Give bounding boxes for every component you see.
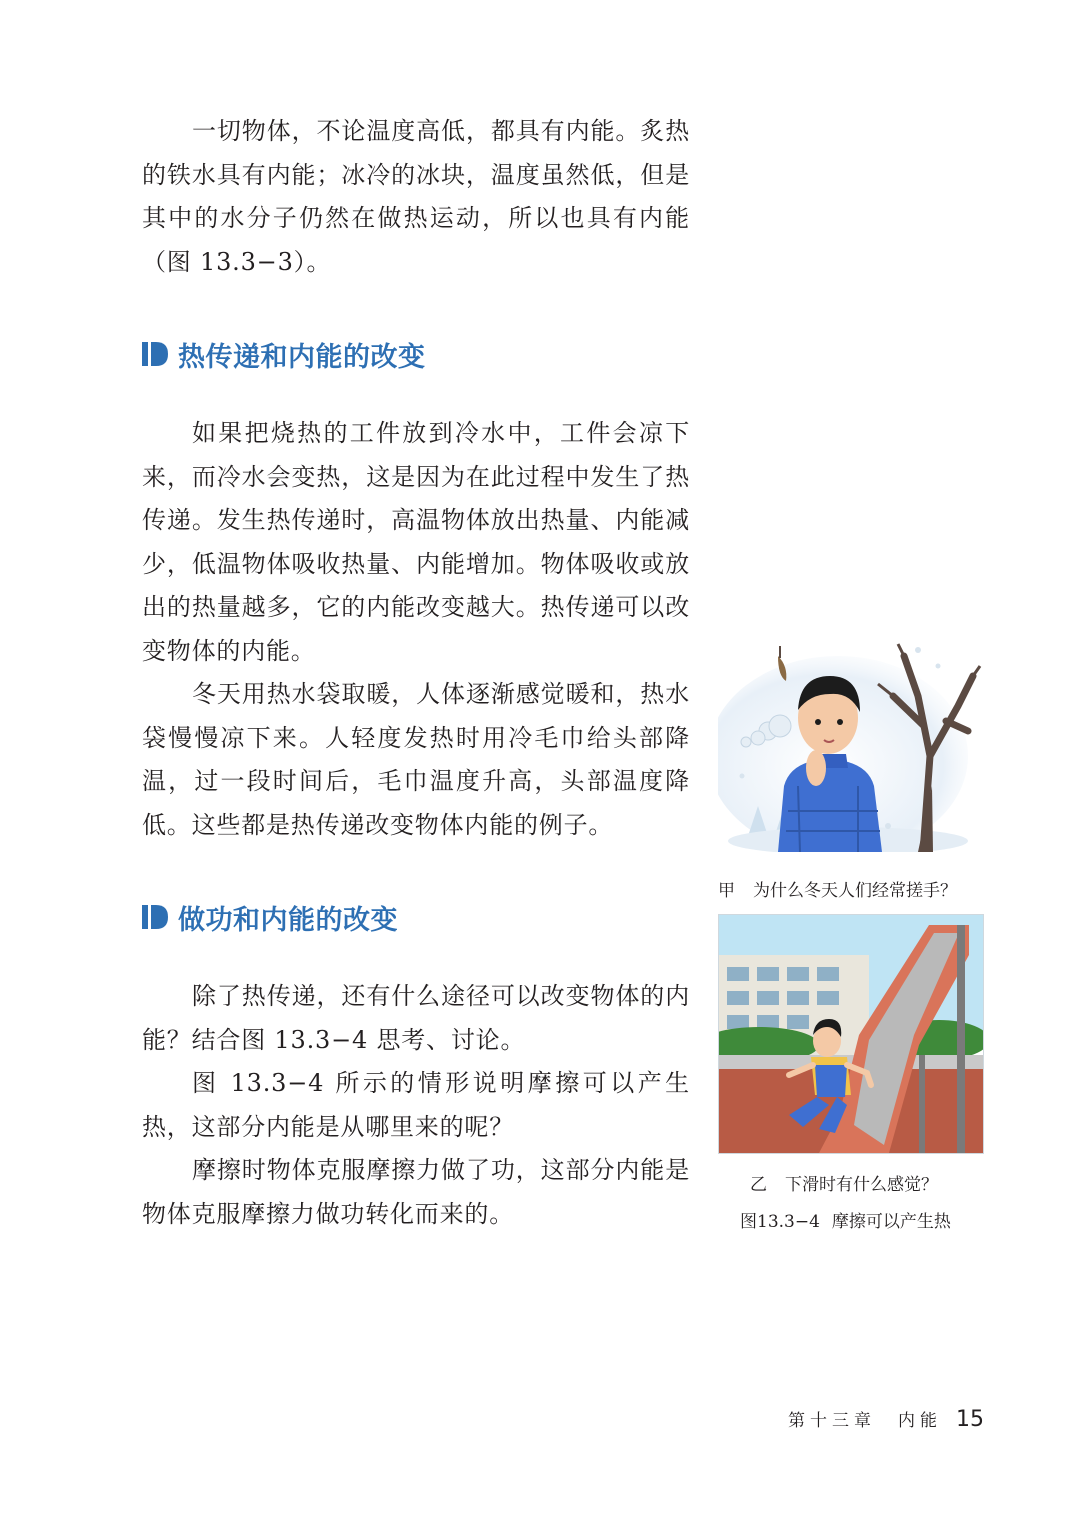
figure-b-label: 乙 — [750, 1175, 767, 1195]
paragraph: 除了热传递，还有什么途径可以改变物体的内能？结合图 13.3−4 思考、讨论。 — [142, 982, 690, 1054]
figure-boy-on-slide — [718, 914, 984, 1154]
figure-a-text: 为什么冬天人们经常搓手？ — [753, 881, 957, 901]
paragraph: 摩擦时物体克服摩擦力做了功，这部分内能是物体克服摩擦力做功转化而来的。 — [142, 1156, 690, 1228]
figure-number: 图13.3−4 — [740, 1212, 820, 1232]
figure-b-caption — [750, 1170, 938, 1195]
figure-boy-rubbing-hands — [718, 636, 984, 852]
section-title: 做功和内能的改变 — [178, 904, 398, 936]
page-footer — [788, 1406, 984, 1432]
section-marker-icon — [142, 905, 168, 929]
main-text-column — [142, 110, 690, 1236]
paragraph: 图 13.3−4 所示的情形说明摩擦可以产生热，这部分内能是从哪里来的呢？ — [142, 1069, 690, 1141]
figure-a-label: 甲 — [718, 881, 735, 901]
figure-caption — [740, 1207, 951, 1232]
chapter-title: 第十三章 内能 — [788, 1411, 942, 1431]
page-number: 15 — [956, 1407, 984, 1432]
figure-title: 摩擦可以产生热 — [831, 1212, 951, 1232]
section-title: 热传递和内能的改变 — [178, 341, 426, 373]
figure-b-text: 下滑时有什么感觉？ — [785, 1175, 938, 1195]
paragraph: 一切物体，不论温度高低，都具有内能。炙热的铁水具有内能；冰冷的冰块，温度虽然低，但是其中的水分子仍然在做热运动，所以也具有内能（图 13.3−3）。 — [142, 117, 690, 276]
paragraph: 冬天用热水袋取暖，人体逐渐感觉暖和，热水袋慢慢凉下来。人轻度发热时用冷毛巾给头部降温，过一段时间后，毛巾温度升高，头部温度降低。这些都是热传递改变物体内能的例子。 — [142, 680, 690, 839]
paragraph: 如果把烧热的工件放到冷水中，工件会凉下来，而冷水会变热，这是因为在此过程中发生了热传递。发生热传递时，高温物体放出热量、内能减少，低温物体吸收热量、内能增加。物体吸收或放出的热量越多，它的内能改变越大。热传递可以改变物体的内能。 — [142, 419, 690, 665]
figure-a-caption — [718, 876, 957, 901]
section-heading — [142, 334, 690, 374]
section-heading — [142, 897, 690, 937]
section-marker-icon — [142, 342, 168, 366]
